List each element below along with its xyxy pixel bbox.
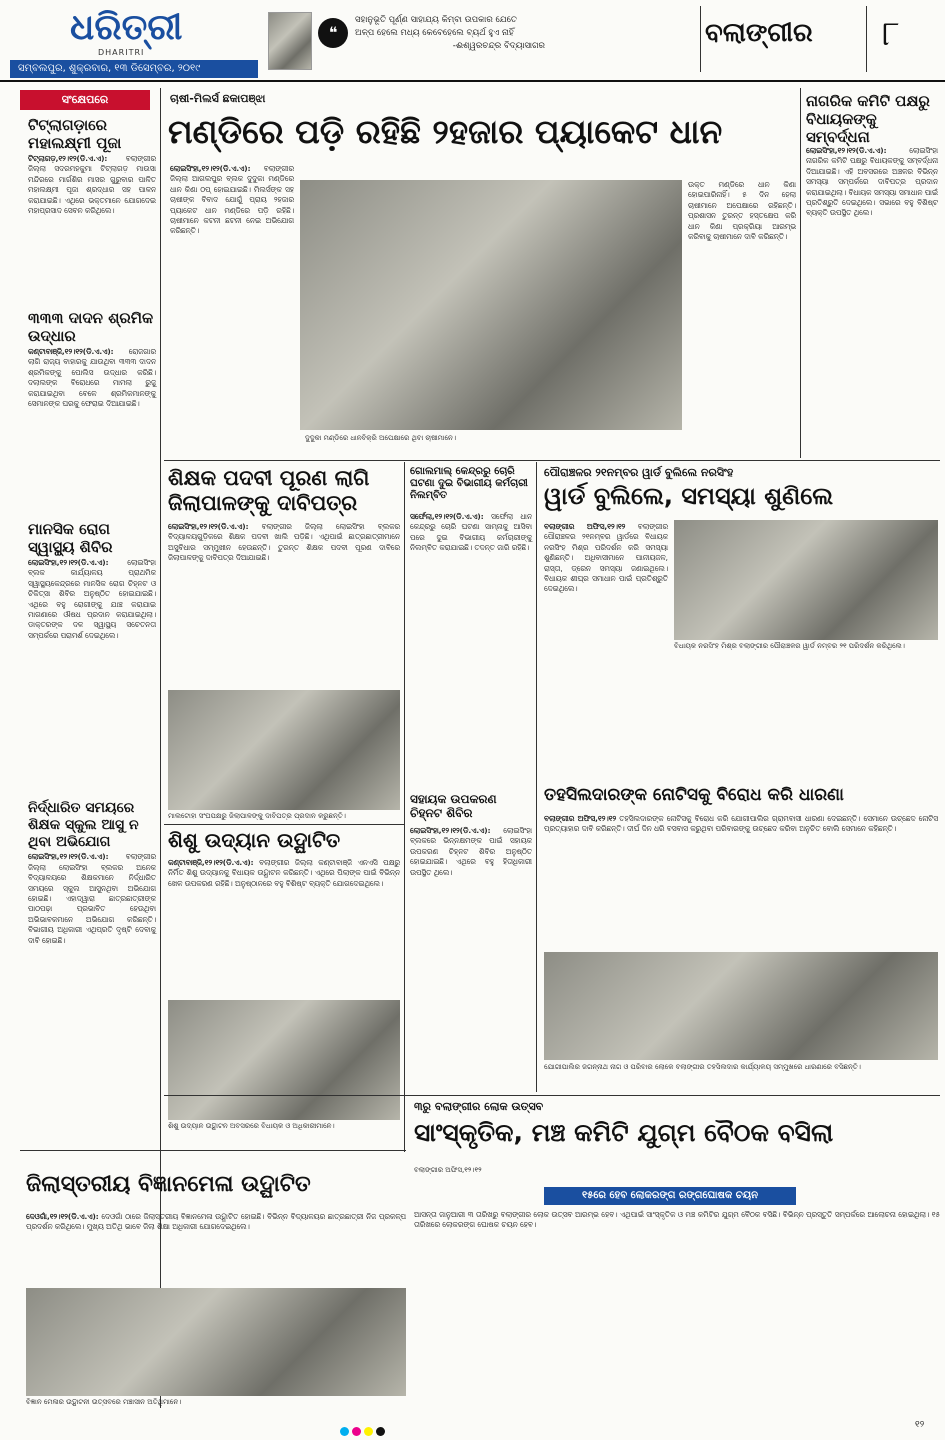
culture-banner: ୧୫ରେ ହେବ ଲୋକରଙ୍ଗ ରଙ୍ଗଘୋଷକ ଚୟନ (544, 1187, 796, 1205)
teacher-caption: ମାଲଟୋହା ସଂଘପକ୍ଷରୁ ଜିଲାପାଳଙ୍କୁ ଦାବିପତ୍ର ପ୍ରଦାନ କରୁଛନ୍ତି। (168, 812, 346, 820)
lead-body-left (170, 164, 294, 237)
lead-text-left: ବଲାଙ୍ଗୀର ଜିଲ୍ଲା ଆଗଲପୁର ବ୍ଲକ ଦୁଦୁକା ମଣ୍ଡିରେ ଧାନ କିଣା ଠପ୍ ହୋଇଯାଇଛି। ମିଲର୍ସଙ୍କ ସହ ଚାଷୀଙ୍କ ବିବାଦ ଯୋଗୁଁ ପ୍ରାୟ ୨ହଜାର ପ୍ୟାକେଟ ଧାନ ମଣ୍ଡିରେ ପଡ଼ି ରହିଛି। ଚାଷୀମାନେ କଟନୀ ଛଟନୀ ନେଇ ଅଭିଯୋଗ କରିଛନ୍ତି। (170, 164, 294, 236)
brief-dateline: ଲୋଇସିଂହା,୧୨।୧୨(ଡି.ଏ.ଏ): (28, 558, 109, 567)
lead-headline: ମଣ୍ଡିରେ ପଡ଼ି ରହିଛି ୨ହଜାର ପ୍ୟାକେଟ ଧାନ (168, 112, 723, 151)
logo-subtitle: DHARITRI (98, 48, 145, 57)
theft-dateline: ସର୍ଫେଲା,୧୨।୧୨(ଡି.ଏ.ଏ): (410, 512, 484, 521)
brief-title: ୩୩୩ ଦାଦନ ଶ୍ରମିକ ଉଦ୍ଧାର (28, 309, 154, 345)
theft-body (410, 512, 532, 554)
aid-camp-text: ଲୋଇସିଂହା ବ୍ଲକରେ ଭିନ୍ନକ୍ଷମଙ୍କ ପାଇଁ ସହାୟକ ଉପକରଣ ଚିହ୍ନଟ ଶିବିର ଅନୁଷ୍ଠିତ ହୋଇଯାଇଛି। ଏଥିରେ ବହୁ ହିତାଧିକାରୀ ଉପସ୍ଥିତ ଥିଲେ। (410, 826, 532, 877)
park-dateline: କଣ୍ଟାବାଞ୍ଜି,୧୨।୧୨(ଡି.ଏ.ଏ): (168, 858, 254, 867)
briefs-label: ସଂକ୍ଷେପରେ (20, 90, 150, 110)
brief-text: ବଲାଙ୍ଗୀର ଜିଲ୍ଲା ଲୋଇସିଂହା ବ୍ଲକର ଅନେକ ବିଦ୍ୟାଳୟରେ ଶିକ୍ଷକମାନେ ନିର୍ଦ୍ଧାରିତ ସମୟରେ ସ୍କୁଲ ଆସୁନଥିବା ଅଭିଯୋଗ ହୋଇଛି। ଏହାଦ୍ୱାରା ଛାତ୍ରଛାତ୍ରୀଙ୍କ ପାଠପଢ଼ା ପ୍ରଭାବିତ ହେଉଥିବା ଅଭିଭାବକମାନେ ଅଭିଯୋଗ କରିଛନ୍ତି। ବିଭାଗୀୟ ଅଧିକାରୀ ଏଥିପ୍ରତି ଦୃଷ୍ଟି ଦେବାକୁ ଦାବି ହୋଇଛି। (28, 852, 156, 945)
brief-item (28, 116, 156, 216)
brief-title: ନିର୍ଦ୍ଧାରିତ ସମୟରେ ଶିକ୍ଷକ ସ୍କୁଲ ଆସୁ ନ ଥିବା ଅଭିଯୋଗ (28, 800, 139, 850)
teacher-headline: ଶିକ୍ଷକ ପଦବୀ ପୂରଣ ଲାଗି ଜିଲାପାଳଙ୍କୁ ଦାବିପତ୍ର (168, 466, 370, 516)
science-dateline: ଦେଓଗାଁ,୧୨।୧୨(ଡି.ଏ.ଏ): (26, 1212, 99, 1221)
aid-camp-dateline: ଲୋଇସିଂହା,୧୨।୧୨(ଡି.ଏ.ଏ): (410, 826, 491, 835)
dharna-caption: ଯୋଗୀପାଲିର ଜଗନ୍ନାଥ ନାଗ ଓ ପରିବାର ଲୋକେ ବଲାଙ୍ଗୀର ତହସିଲଦାର କାର୍ଯ୍ୟାଳୟ ସମ୍ମୁଖରେ ଧାରଣାରେ ବସିଛନ୍ତି। (544, 1063, 861, 1071)
right-top-headline: ନାଗରିକ କମିଟି ପକ୍ଷରୁ ବିଧାୟକଙ୍କୁ ସମ୍ବର୍ଦ୍ଧନା (806, 92, 930, 146)
park-text: ବଲାଙ୍ଗୀର ଜିଲ୍ଲା କଣ୍ଟାବାଞ୍ଜି ଏନଏସି ପକ୍ଷରୁ ନିର୍ମିତ ଶିଶୁ ଉଦ୍ୟାନକୁ ବିଧାୟକ ଉଦ୍ଘାଟନ କରିଛନ୍ତି। ଏଥିରେ ପିଲାଙ୍କ ପାଇଁ ବିଭିନ୍ନ ଖେଳ ଉପକରଣ ରହିଛି। ଅନୁଷ୍ଠାନରେ ବହୁ ବିଶିଷ୍ଟ ବ୍ୟକ୍ତି ଯୋଗଦେଇଥିଲେ। (168, 858, 400, 888)
ward-dateline: ବଲାଙ୍ଗୀର ଅଫିସ,୧୨।୧୨ (544, 522, 626, 531)
section-rule (164, 824, 404, 825)
lead-text-right: ଉକ୍ତ ମଣ୍ଡିରେ ଧାନ କିଣା ହୋଇପାରିନାହିଁ। ୫ ଦିନ ହେଲା ଚାଷୀମାନେ ଅପେକ୍ଷାରେ ରହିଛନ୍ତି। ପ୍ରଶାସନ ତୁରନ୍ତ ହସ୍ତକ୍ଷେପ କରି ଧାନ କିଣା ପ୍ରକ୍ରିୟା ଆରମ୍ଭ କରିବାକୁ ଚାଷୀମାନେ ଦାବି କରିଛନ୍ତି। (688, 180, 796, 242)
section-rule (20, 1150, 406, 1151)
theft-headline: ଗୋଲମାଲ୍ କେନ୍ଦ୍ରରୁ ଚୋରି ଘଟଣା ଦୁଇ ବିଭାଗୀୟ କର୍ମଚାରୀ ନିଲମ୍ବିତ (410, 466, 528, 501)
brief-title: ମାନସିକ ରୋଗ ସ୍ୱାସ୍ଥ୍ୟ ଶିବିର (28, 520, 113, 556)
page-number: ୮ (882, 14, 900, 54)
brief-title: ଟିଟ୍ଲାଗଡ଼ାରେ ମହାଲକ୍ଷ୍ମୀ ପୂଜା (28, 116, 122, 152)
quote-portrait (268, 12, 312, 70)
ward-kicker: ପୌରାଞ୍ଚଳର ୨୧ନମ୍ବର ୱାର୍ଡ ବୁଲିଲେ ନରସିଂହ (544, 466, 734, 479)
ward-text: ବଲାଙ୍ଗୀର ପୌରାଞ୍ଚଳର ୨୧ନମ୍ବର ୱାର୍ଡରେ ବିଧାୟକ ନରସିଂହ ମିଶ୍ର ପରିଦର୍ଶନ କରି ସମସ୍ୟା ଶୁଣିଛନ୍ତି। ଅଧିବାସୀମାନେ ପାନୀୟଜଳ, ରାସ୍ତା, ଡ୍ରେନ ସମସ୍ୟା ଜଣାଇଥିଲେ। ବିଧାୟକ ଶୀଘ୍ର ସମାଧାନ ପାଇଁ ପ୍ରତିଶ୍ରୁତି ଦେଇଥିଲେ। (544, 522, 668, 594)
newspaper-logo: ଧରିତ୍ରୀ (70, 7, 183, 48)
dharna-photo (544, 952, 938, 1060)
brief-item (28, 800, 156, 946)
column-divider (160, 88, 161, 1408)
section-rule (164, 460, 940, 461)
brief-dateline: କଣ୍ଟାବାଞ୍ଜି,୧୨।୧୨(ଡି.ଏ.ଏ): (28, 347, 114, 356)
quote-author: -ଈଶ୍ୱରଚନ୍ଦ୍ର ବିଦ୍ୟାସାଗର (452, 41, 545, 51)
culture-kicker: ୩ରୁ ବଲାଙ୍ଗୀର ଲୋକ ଉତ୍ସବ (414, 1100, 544, 1113)
ward-headline: ୱାର୍ଡ ବୁଲିଲେ, ସମସ୍ୟା ଶୁଣିଲେ (544, 482, 834, 510)
footer (0, 1415, 945, 1437)
divider (866, 6, 867, 72)
section-rule (164, 1095, 940, 1096)
park-photo (168, 1000, 400, 1120)
lead-caption: ଦୁଦୁକା ମଣ୍ଡିରେ ଧାନବିକ୍ରି ଅପେକ୍ଷାରେ ଥିବା ଚାଷୀମାନେ। (305, 434, 456, 442)
column-divider (800, 88, 801, 458)
aid-camp-body (410, 826, 532, 878)
registration-marks (340, 1421, 388, 1440)
science-photo (26, 1288, 406, 1396)
teacher-text: ବଲାଙ୍ଗୀର ଜିଲ୍ଲା ଲୋଇସିଂହା ବ୍ଲକର ବିଦ୍ୟାଳୟଗୁଡ଼ିକରେ ଶିକ୍ଷକ ପଦବୀ ଖାଲି ପଡ଼ିଛି। ଏଥିପାଇଁ ଛାତ୍ରଛାତ୍ରୀମାନେ ଅସୁବିଧାର ସମ୍ମୁଖୀନ ହେଉଛନ୍ତି। ତୁରନ୍ତ ଶିକ୍ଷକ ପଦବୀ ପୂରଣ ଦାବିରେ ଜିଲାପାଳଙ୍କୁ ଦାବିପତ୍ର ଦିଆଯାଇଛି। (168, 522, 400, 563)
daily-quote (355, 14, 545, 53)
dharna-dateline: ବଲାଙ୍ଗୀର ଅଫିସ,୧୨।୧୨ (544, 814, 617, 823)
quote-line-1: ସହାନୁଭୂତି ପୂର୍ଣ୍ଣ ସାହାଯ୍ୟ କିମ୍ବା ଉପକାର ଯେତେ (355, 15, 517, 25)
right-top-text: ଲୋଇସିଂହା ନାଗରିକ କମିଟି ପକ୍ଷରୁ ବିଧାୟକଙ୍କୁ ସମ୍ବର୍ଦ୍ଧନା ଦିଆଯାଇଛି। ଏହି ଅବସରରେ ଅଞ୍ଚଳର ବିଭିନ୍ନ ସମସ୍ୟା ସମ୍ପର୍କରେ ଦାବିପତ୍ର ପ୍ରଦାନ କରାଯାଇଥିଲା। ବିଧାୟକ ସମସ୍ୟା ସମାଧାନ ପାଇଁ ପ୍ରତିଶ୍ରୁତି ଦେଇଥିଲେ। ସଭାରେ ବହୁ ବିଶିଷ୍ଟ ବ୍ୟକ୍ତି ଉପସ୍ଥିତ ଥିଲେ। (806, 146, 938, 218)
brief-item (28, 309, 156, 409)
lead-kicker: ଚାଷୀ-ମିଲର୍ସ ଛକାପଞ୍ଝା (170, 92, 266, 105)
brief-text: ଲୋଇସିଂହା ବ୍ଲକ କାର୍ଯ୍ୟାଳୟ ପ୍ରାଥମିକ ସ୍ୱାସ୍ଥ୍ୟକେନ୍ଦ୍ରରେ ମାନସିକ ରୋଗ ଚିହ୍ନଟ ଓ ଚିକିତ୍ସା ଶିବିର ଅନୁଷ୍ଠିତ ହୋଇଯାଇଛି। ଏଥିରେ ବହୁ ରୋଗୀଙ୍କୁ ଯାଞ୍ଚ କରାଯାଇ ମାଗଣାରେ ଔଷଧ ପ୍ରଦାନ କରାଯାଇଥିଲା। ଡାକ୍ତରଙ୍କ ଦଳ ସ୍ୱାସ୍ଥ୍ୟ ସଚେତନତା ସମ୍ପର୍କରେ ପରାମର୍ଶ ଦେଇଥିଲେ। (28, 558, 156, 640)
teacher-photo (168, 690, 400, 810)
dharna-headline: ତହସିଲଦାରଙ୍କ ନୋଟିସକୁ ବିରୋଧ କରି ଧାରଣା (544, 785, 844, 805)
dharna-text: ତହସିଲଦାରଙ୍କ ନୋଟିସକୁ ବିରୋଧ କରି ଯୋଗୀପାଲିର ଗ୍ରାମବାସୀ ଧାରଣା ଦେଇଛନ୍ତି। ସେମାନେ ଉଚ୍ଛେଦ ନୋଟିସ ପ୍ରତ୍ୟାହାର ଦାବି କରିଛନ୍ତି। ଦୀର୍ଘ ଦିନ ଧରି ବସବାସ କରୁଥିବା ପରିବାରଙ୍କୁ ଉଚ୍ଛେଦ କରିବା ଅନୁଚିତ ବୋଲି ସେମାନେ କହିଛନ୍ତି। (544, 814, 938, 834)
theft-text: ସର୍ଫେଲା ଧାନ କେନ୍ଦ୍ରରୁ ଚୋରି ଘଟଣା ସାମ୍ନାକୁ ଆସିବା ପରେ ଦୁଇ ବିଭାଗୀୟ କର୍ମଚାରୀଙ୍କୁ ନିଲମ୍ବିତ କରାଯାଇଛି। ତଦନ୍ତ ଜାରି ରହିଛି। (410, 512, 532, 553)
culture-text: ଆସନ୍ତା ଜାନୁଆରୀ ୩ ତାରିଖରୁ ବଲାଙ୍ଗୀର ଲୋକ ଉତ୍ସବ ଆରମ୍ଭ ହେବ। ଏଥିପାଇଁ ସାଂସ୍କୃତିକ ଓ ମଞ୍ଚ କମିଟିର ଯୁଗ୍ମ ବୈଠକ ବସିଛି। ବିଭିନ୍ନ ପ୍ରସ୍ତୁତି ସମ୍ପର୍କରେ ଆଲୋଚନା ହୋଇଥିଲା। ୧୫ ତାରିଖରେ ଲୋକରଙ୍ଗ ଘୋଷକ ଚୟନ ହେବ। (414, 1210, 940, 1230)
park-body (168, 858, 400, 889)
section-title: ବଲାଙ୍ଗୀର (705, 18, 813, 48)
science-headline: ଜିଲାସ୍ତରୀୟ ବିଜ୍ଞାନମେଳା ଉଦ୍ଘାଟିତ (26, 1172, 311, 1197)
science-body (26, 1212, 406, 1233)
column-divider (536, 462, 537, 1092)
science-text: ଦେଓଗାଁ ଠାରେ ଜିଲାସ୍ତରୀୟ ବିଜ୍ଞାନମେଳା ଉଦ୍ଘାଟିତ ହୋଇଛି। ବିଭିନ୍ନ ବିଦ୍ୟାଳୟର ଛାତ୍ରଛାତ୍ରୀ ନିଜ ପ୍ରକଳ୍ପ ପ୍ରଦର୍ଶନ କରିଥିଲେ। ମୁଖ୍ୟ ଅତିଥି ଭାବେ ଜିଲା ଶିକ୍ଷା ଅଧିକାରୀ ଯୋଗଦେଇଥିଲେ। (26, 1212, 407, 1232)
aid-camp-headline: ସହାୟକ ଉପକରଣ ଚିହ୍ନଟ ଶିବିର (410, 792, 497, 821)
teacher-dateline: ଲୋଇସିଂହା,୧୨।୧୨(ଡି.ଏ.ଏ): (168, 522, 249, 531)
brief-item (28, 520, 156, 641)
ward-body (544, 522, 668, 595)
ward-caption: ବିଧାୟକ ନରସିଂହ ମିଶ୍ର ବଲାଙ୍ଗୀର ପୌରାଞ୍ଚଳର ୱାର୍ଡ ନମ୍ବର ୨୧ ପରିଦର୍ଶନ କରିଥିଲେ। (674, 642, 905, 650)
culture-headline: ସାଂସ୍କୃତିକ, ମଞ୍ଚ କମିଟି ଯୁଗ୍ମ ବୈଠକ ବସିଲା (414, 1118, 834, 1147)
right-top-dateline: ଲୋଇସିଂହା,୧୨।୧୨(ଡି.ଏ.ଏ): (806, 146, 887, 155)
park-caption: ଶିଶୁ ଉଦ୍ୟାନ ଉଦ୍ଘାଟନ ଅବସରରେ ବିଧାୟକ ଓ ଅଧିକାରୀମାନେ। (168, 1122, 335, 1130)
right-top-body (806, 146, 938, 219)
brief-text: ବଲାଙ୍ଗୀର ଜିଲ୍ଲା ସଦରମହକୁମା ଟିଟ୍ଲାଗଡ଼ ମାଉସା ମନ୍ଦିରରେ ମାର୍ଗଶିର ମାସର ଗୁରୁବାର ପାଳିତ ମହାଲକ୍ଷ୍ମୀ ପୂଜା ଶ୍ରଦ୍ଧାର ସହ ପାଳନ କରାଯାଇଛି। ଏଥିରେ ଭକ୍ତମାନେ ଯୋଗଦେଇ ମହାପ୍ରସାଦ ସେବନ କରିଥିଲେ। (28, 154, 156, 216)
quote-icon: ❝ (318, 18, 348, 48)
page-code: ୧୨ (915, 1420, 925, 1430)
lead-dateline: ଲୋଇସିଂହା,୧୨।୧୨(ଡି.ଏ.ଏ): (170, 164, 251, 173)
ward-photo (674, 520, 938, 640)
brief-dateline: ଲୋଇସିଂହା,୧୨।୧୨(ଡି.ଏ.ଏ): (28, 852, 109, 862)
column-divider (404, 462, 405, 1152)
divider (700, 6, 701, 72)
dharna-body (544, 814, 938, 835)
culture-dateline: ବଲାଙ୍ଗୀର ଅଫିସ,୧୨।୧୨ (414, 1166, 482, 1174)
science-caption: ବିଜ୍ଞାନ ମେଳାର ଉଦ୍ଘାଟନୀ ଉତ୍ସବରେ ମଞ୍ଚାସୀନ ଅତିଥିମାନେ। (26, 1398, 182, 1406)
dateline: ସମ୍ବଲପୁର, ଶୁକ୍ରବାର, ୧୩ ଡିସେମ୍ବର, ୨୦୧୯ (10, 60, 258, 78)
lead-photo (300, 180, 682, 430)
teacher-body (168, 522, 400, 564)
brief-text: ରୋଜଗାର ଲାଗି ରାଜ୍ୟ ବାହାରକୁ ଯାଉଥିବା ୩୩୩ ଦାଦନ ଶ୍ରମିକଙ୍କୁ ପୋଲିସ ଉଦ୍ଧାର କରିଛି। ଦଲାଲଙ୍କ ବିରୋଧରେ ମାମଲା ରୁଜୁ କରାଯାଇଥିବା ବେଳେ ଶ୍ରମିକମାନଙ୍କୁ ସେମାନଙ୍କ ଘରକୁ ଫେରାଇ ଦିଆଯାଇଛି। (28, 347, 156, 409)
quote-line-2: ଅଳ୍ପ ହେଲେ ମଧ୍ୟ କେବେହେଲେ ବ୍ୟର୍ଥ ହୁଏ ନାହିଁ (355, 28, 514, 38)
brief-dateline: ଟିଟ୍ଲାଗଡ଼,୧୨।୧୨(ଡି.ଏ.ଏ): (28, 154, 108, 163)
park-headline: ଶିଶୁ ଉଦ୍ୟାନ ଉଦ୍ଘାଟିତ (168, 828, 341, 852)
